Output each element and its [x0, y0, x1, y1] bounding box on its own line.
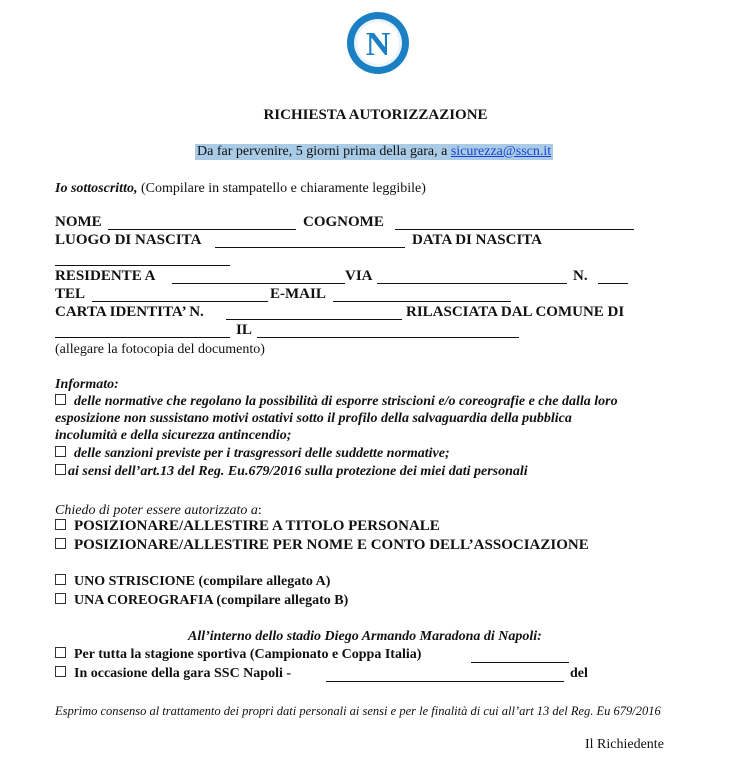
comune-field[interactable]: [55, 337, 230, 338]
option-associazione: POSIZIONARE/ALLESTIRE PER NOME E CONTO DELL’ASSOCIAZIONE: [55, 537, 589, 554]
nome-field[interactable]: [108, 229, 296, 230]
informato-item: delle sanzioni previste per i trasgressori delle suddette normative;: [55, 446, 450, 462]
informato-item: ai sensi dell’art.13 del Reg. Eu.679/2016 sulla protezione dei miei dati personali: [55, 464, 528, 480]
type-coreografia: UNA COREOGRAFIA (compilare allegato B): [55, 593, 348, 609]
option-stagione: Per tutta la stagione sportiva (Campionato e Coppa Italia): [55, 647, 421, 663]
intro-line: [55, 179, 426, 197]
residente-label: RESIDENTE A: [55, 268, 156, 284]
gara-field[interactable]: [326, 681, 564, 682]
carta-identita-field[interactable]: [226, 319, 402, 320]
carta-identita-label: CARTA IDENTITA’ N.: [55, 304, 204, 320]
signature-label: Il Richiedente: [585, 737, 664, 752]
checkbox[interactable]: [55, 446, 66, 457]
informato-item: delle normative che regolano la possibilità di esporre striscioni e/o coreografie e che dalla loro: [55, 394, 618, 410]
deadline-note: [195, 144, 553, 160]
informato-item-cont: incolumità e della sicurezza antincendio;: [55, 428, 292, 443]
luogo-nascita-field[interactable]: [215, 247, 405, 248]
checkbox[interactable]: [55, 538, 66, 549]
informato-item-cont: esposizione non sussistano motivi ostativi sotto il profilo della salvaguardia della pubblica: [55, 411, 572, 426]
option-gara: In occasione della gara SSC Napoli -: [55, 666, 291, 682]
document-note: (allegare la fotocopia del documento): [55, 342, 265, 357]
cognome-field[interactable]: [395, 229, 634, 230]
il-label: IL: [236, 322, 252, 338]
cognome-label: COGNOME: [303, 214, 384, 230]
checkbox[interactable]: [55, 666, 66, 677]
via-label: VIA: [345, 268, 373, 284]
checkbox[interactable]: [55, 464, 66, 475]
document-title: RICHIESTA AUTORIZZAZIONE: [263, 107, 488, 123]
numero-field[interactable]: [598, 283, 628, 284]
residente-field[interactable]: [172, 283, 345, 284]
type-striscione: UNO STRISCIONE (compilare allegato A): [55, 574, 330, 590]
informato-heading: Informato:: [55, 377, 119, 392]
tel-label: TEL: [55, 286, 86, 302]
email-label: E-MAIL: [270, 286, 326, 302]
il-date-field[interactable]: [257, 337, 519, 338]
option-personale: POSIZIONARE/ALLESTIRE A TITOLO PERSONALE: [55, 518, 440, 535]
checkbox[interactable]: [55, 574, 66, 585]
email-link[interactable]: sicurezza@sscn.it: [450, 144, 552, 159]
deadline-text: Da far pervenire, 5 giorni prima della gara, a: [197, 144, 451, 159]
tel-field[interactable]: [92, 301, 268, 302]
stagione-field[interactable]: [471, 662, 569, 663]
rilasciata-label: RILASCIATA DAL COMUNE DI: [406, 304, 625, 320]
stadio-heading: All’interno dello stadio Diego Armando Maradona di Napoli:: [188, 629, 542, 644]
numero-label: N.: [573, 268, 588, 284]
consent-text: Esprimo consenso al trattamento dei propri dati personali ai sensi e per le finalità di cui all’art 13 del Reg. Eu 679/2016: [55, 704, 661, 718]
nome-label: NOME: [55, 214, 102, 230]
chiedo-heading: Chiedo di poter essere autorizzato a:: [55, 503, 262, 518]
checkbox[interactable]: [55, 519, 66, 530]
data-nascita-label: DATA DI NASCITA: [412, 232, 543, 248]
ssc-napoli-logo: [346, 11, 410, 75]
intro-label: Io sottoscritto,: [55, 181, 138, 196]
data-nascita-field[interactable]: [55, 265, 230, 266]
via-field[interactable]: [377, 283, 567, 284]
del-label: del: [570, 666, 588, 681]
intro-note: (Compilare in stampatello e chiaramente leggibile): [137, 181, 426, 196]
logo-letter: N: [365, 26, 391, 63]
checkbox[interactable]: [55, 647, 66, 658]
checkbox[interactable]: [55, 593, 66, 604]
checkbox[interactable]: [55, 394, 66, 405]
luogo-nascita-label: LUOGO DI NASCITA: [55, 232, 202, 248]
email-field[interactable]: [333, 301, 511, 302]
